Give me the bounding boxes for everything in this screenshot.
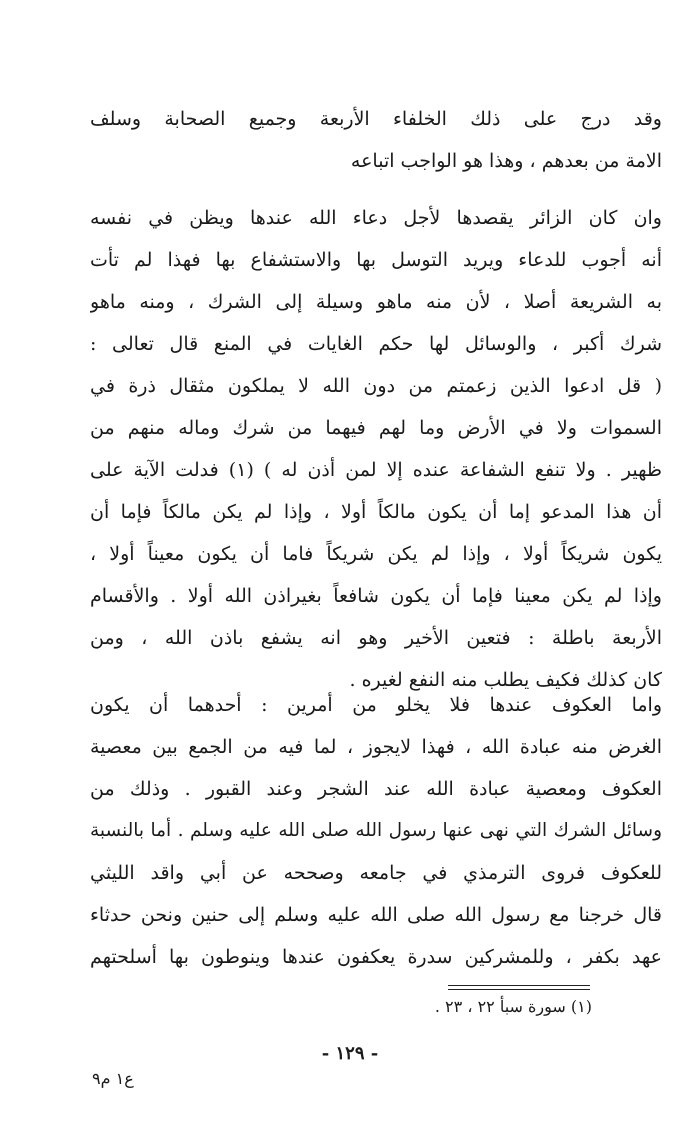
text-line: وان كان الزائر يقصدها لأجل دعاء الله عندها ويظن في نفسه xyxy=(90,207,662,229)
text-line: وقد درج على ذلك الخلفاء الأربعة وجميع الصحابة وسلف xyxy=(90,108,662,130)
text-line: للعكوف فروى الترمذي في جامعه وصححه عن أبي واقد الليثي xyxy=(90,862,662,884)
quran-verse-line: ظهير . ولا تنفع الشفاعة عنده إلا لمن أذن له ) (١) فدلت الآية على xyxy=(90,459,662,481)
text-line: كان كذلك فكيف يطلب منه النفع لغيره . xyxy=(349,669,662,691)
paragraph-2 xyxy=(90,197,662,701)
text-line: العكوف ومعصية عبادة الله عند الشجر وعند القبور . وذلك من xyxy=(90,778,662,800)
text-line: وإذا لم يكن معينا فإما أن يكون شافعاً بغيراذن الله أولا . والأقسام xyxy=(90,585,662,607)
text-line: الامة من بعدهم ، وهذا هو الواجب اتباعه xyxy=(350,150,662,172)
text-line: شرك أكبر ، والوسائل لها حكم الغايات في المنع قال تعالى : xyxy=(90,333,662,355)
text-line: الأربعة باطلة : فتعين الأخير وهو انه يشفع باذن الله ، ومن xyxy=(90,627,662,649)
text-line: عهد بكفر ، وللمشركين سدرة يعكفون عندها وينوطون بها أسلحتهم xyxy=(90,946,662,968)
text-line: وسائل الشرك التي نهى عنها رسول الله صلى الله عليه وسلم . أما بالنسبة xyxy=(90,820,662,841)
text-line: أنه أجوب للدعاء ويريد التوسل بها والاستشفاع بها فهذا لم تأت xyxy=(90,249,662,271)
text-line: الغرض منه عبادة الله ، فهذا لايجوز ، لما فيه من الجمع بين معصية xyxy=(90,736,662,758)
text-line: قال خرجنا مع رسول الله صلى الله عليه وسلم إلى حنين ونحن حدثاء xyxy=(90,904,662,926)
page-number: - ١٢٩ - xyxy=(321,1043,379,1064)
quran-verse-line: ( قل ادعوا الذين زعمتم من دون الله لا يملكون مثقال ذرة في xyxy=(90,375,662,397)
text-line: واما العكوف عندها فلا يخلو من أمرين : أحدهما أن يكون xyxy=(90,694,662,716)
text-line: أن هذا المدعو إما أن يكون مالكاً أولا ، وإذا لم يكن مالكاً فإما أن xyxy=(90,501,662,523)
footnote-separator xyxy=(448,985,590,986)
text-line: يكون شريكاً أولا ، وإذا لم يكن شريكاً فاما أن يكون معيناً أولا ، xyxy=(90,543,662,565)
text-line: به الشريعة أصلا ، لأن منه ماهو وسيلة إلى الشرك ، ومنه ماهو xyxy=(90,291,662,313)
paragraph-3 xyxy=(90,684,662,978)
paragraph-1 xyxy=(90,98,662,182)
quran-verse-line: السموات ولا في الأرض وما لهم فيهما من شرك وماله منهم من xyxy=(90,417,662,439)
printer-signature: ع١ م٩ xyxy=(92,1069,134,1088)
footnote: (١) سورة سبأ ٢٢ ، ٢٣ . xyxy=(434,997,592,1016)
